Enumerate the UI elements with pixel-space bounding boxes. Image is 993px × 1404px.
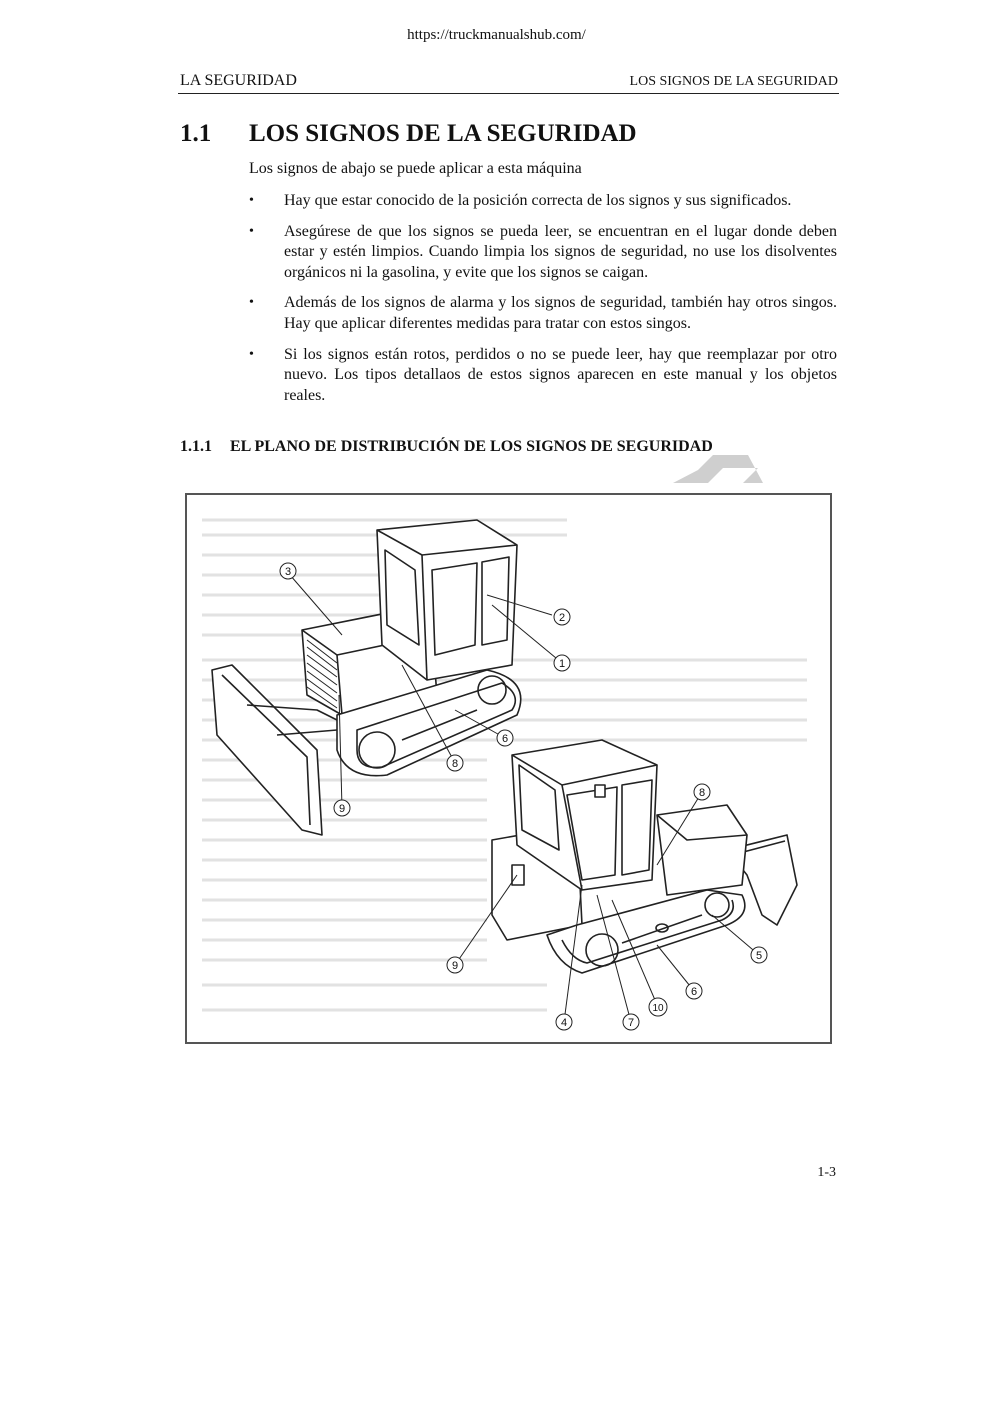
callout-label: 1 — [558, 658, 566, 670]
callout-label: 4 — [560, 1017, 568, 1029]
source-url[interactable]: https://truckmanualshub.com/ — [407, 27, 586, 43]
bulldozer-diagram — [187, 495, 830, 1042]
list-item — [249, 191, 837, 212]
callout-1 — [554, 655, 570, 671]
callout-8 — [694, 784, 710, 800]
section-number: 1.1 — [180, 120, 212, 147]
running-header-right: LOS SIGNOS DE LA SEGURIDAD — [629, 74, 838, 89]
callout-label: 6 — [501, 733, 509, 745]
callout-label: 9 — [338, 803, 346, 815]
callout-label: 9 — [451, 960, 459, 972]
list-item — [249, 345, 837, 407]
callout-3 — [280, 563, 296, 579]
callout-8 — [447, 755, 463, 771]
safety-sign-layout-figure — [185, 493, 832, 1044]
page-number: 1-3 — [817, 1165, 836, 1180]
bullet-icon: • — [249, 223, 254, 239]
bullet-text: Si los signos están rotos, perdidos o no se puede leer, hay que reemplazar por otro nuevo. Los tipos detallaos de estos signos aparecen en este manual y los objetos reales. — [284, 345, 837, 404]
subsection-heading — [180, 438, 713, 456]
bullet-text: Asegúrese de que los signos se pueda leer, se encuentran en el lugar donde deben estar y estén limpios. Cuando limpia los signos de seguridad, no use los disolventes orgánicos ni la gasolina, y evite que los signos se caigan. — [284, 222, 837, 281]
section-heading — [180, 120, 637, 148]
callout-label: 8 — [451, 758, 459, 770]
callout-label: 3 — [284, 566, 292, 578]
bullet-list — [249, 191, 837, 416]
list-item — [249, 222, 837, 284]
callout-6 — [686, 983, 702, 999]
callout-6 — [497, 730, 513, 746]
subsection-number: 1.1.1 — [180, 438, 212, 455]
bullet-text: Hay que estar conocido de la posición correcta de los signos y sus significados. — [284, 192, 792, 209]
section-intro: Los signos de abajo se puede aplicar a esta máquina — [249, 160, 582, 177]
callout-2 — [554, 609, 570, 625]
watermark-logo-icon — [668, 450, 763, 485]
running-header-left: LA SEGURIDAD — [180, 72, 297, 89]
callout-7 — [623, 1014, 639, 1030]
subsection-title: EL PLANO DE DISTRIBUCIÓN DE LOS SIGNOS DE SEGURIDAD — [230, 438, 713, 455]
callout-label: 2 — [558, 612, 566, 624]
header-rule — [178, 93, 839, 94]
callout-label: 5 — [755, 950, 763, 962]
callout-10 — [649, 998, 667, 1016]
bullet-text: Además de los signos de alarma y los signos de seguridad, también hay otros singos. Hay que aplicar diferentes medidas para tratar con estos singos. — [284, 294, 837, 332]
callout-9 — [447, 957, 463, 973]
callout-label: 8 — [698, 787, 706, 799]
callout-label: 10 — [652, 1003, 664, 1014]
bullet-icon: • — [249, 346, 254, 362]
callout-label: 7 — [627, 1017, 635, 1029]
callout-4 — [556, 1014, 572, 1030]
list-item — [249, 293, 837, 334]
bullet-icon: • — [249, 193, 254, 208]
callout-label: 6 — [690, 986, 698, 998]
callout-5 — [751, 947, 767, 963]
section-title: LOS SIGNOS DE LA SEGURIDAD — [249, 120, 637, 147]
bullet-icon: • — [249, 295, 254, 311]
callout-9 — [334, 800, 350, 816]
